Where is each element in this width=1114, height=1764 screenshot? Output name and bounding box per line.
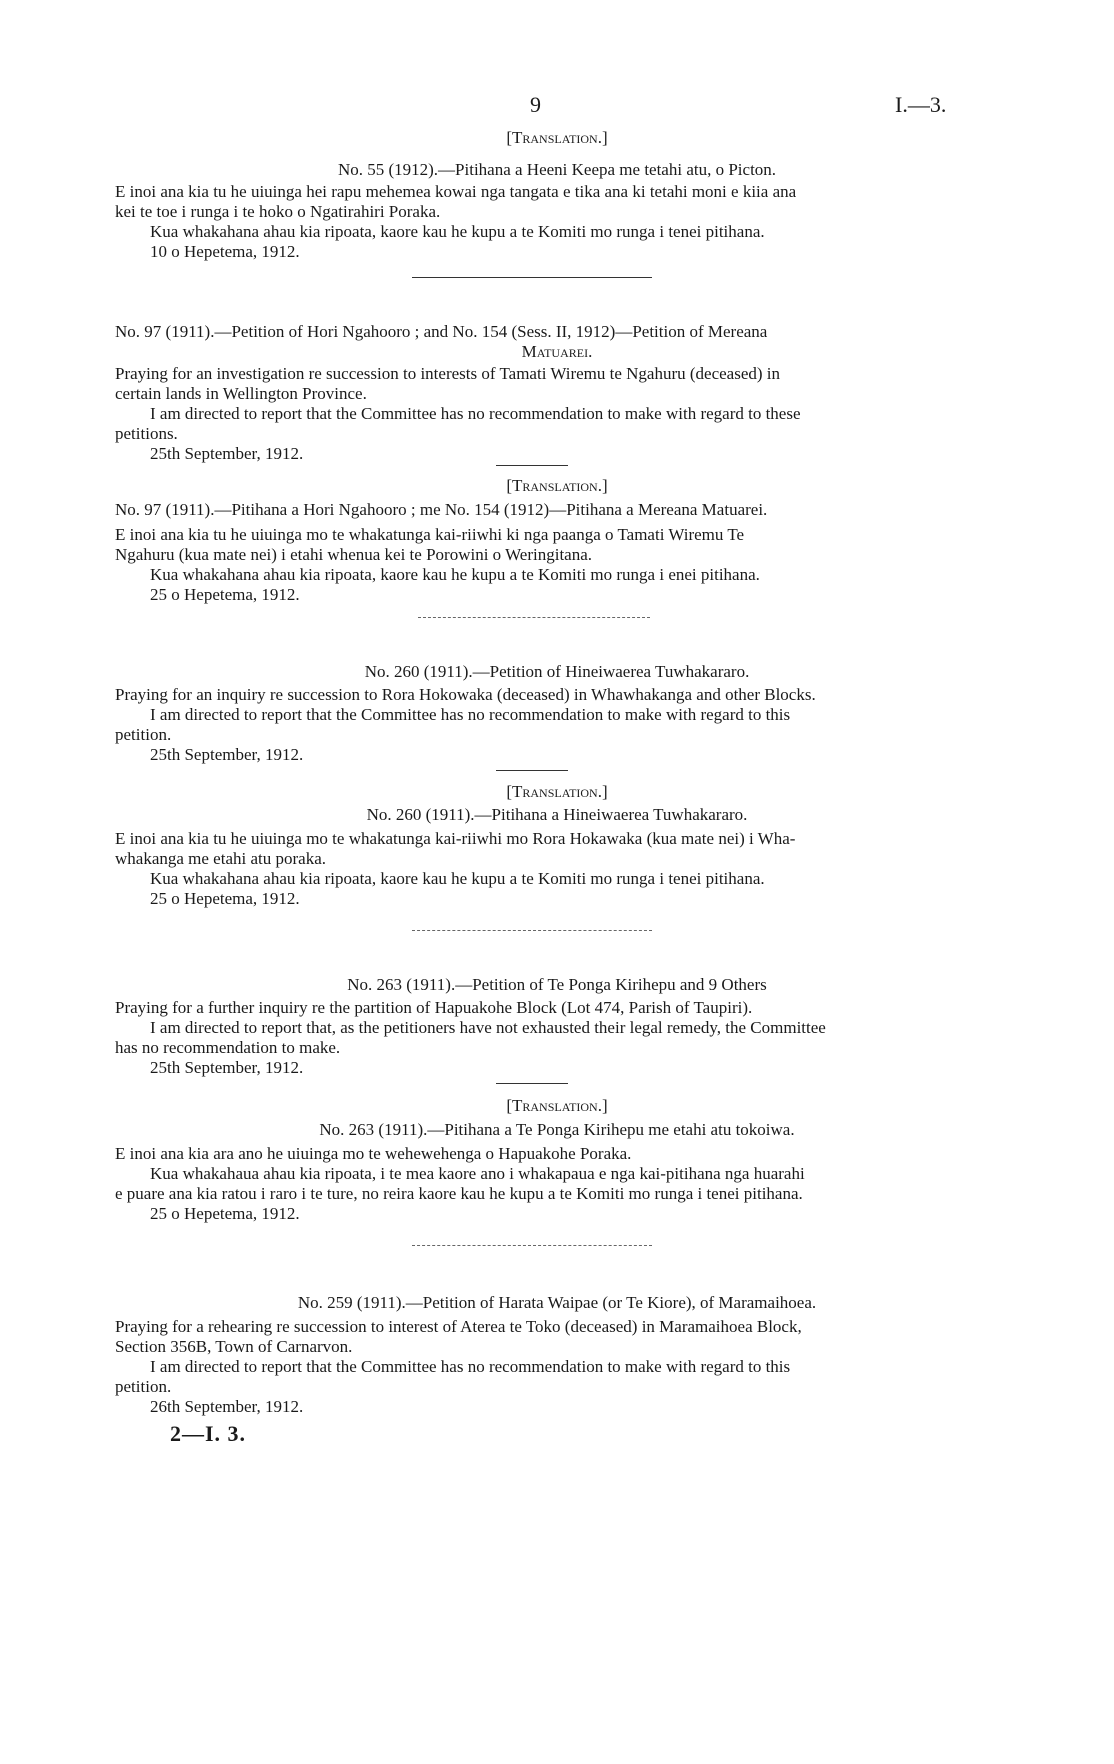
translation-heading: [Translation.] <box>506 476 608 495</box>
translation-heading: [Translation.] <box>506 128 608 147</box>
body-line: I am directed to report that the Committee has no recommendation to make with regard to this <box>150 1357 791 1376</box>
body-line: E inoi ana kia ara ano he uiuinga mo te wehewehenga o Hapuakohe Poraka. <box>115 1144 632 1163</box>
body-line: E inoi ana kia tu he uiuinga mo te whakatunga kai-riiwhi mo Rora Hokawaka (kua mate nei) i Wha- <box>115 829 796 848</box>
body-line: kei te toe i runga i te hoko o Ngatirahiri Poraka. <box>115 202 441 221</box>
petition-title-continued: Matuarei. <box>521 342 593 361</box>
body-line: I am directed to report that, as the petitioners have not exhausted their legal remedy, the Committee <box>150 1018 826 1037</box>
body-line: certain lands in Wellington Province. <box>115 384 367 403</box>
body-line: I am directed to report that the Committee has no recommendation to make with regard to these <box>150 404 801 423</box>
date-line: 25th September, 1912. <box>150 444 304 463</box>
short-divider <box>496 770 568 771</box>
date-line: 25 o Hepetema, 1912. <box>150 1204 300 1223</box>
translation-heading: [Translation.] <box>506 1096 608 1115</box>
date-line: 25th September, 1912. <box>150 1058 304 1077</box>
body-line: E inoi ana kia tu he uiuinga hei rapu mehemea kowai nga tangata e tika ana ki tetahi moni e kiia ana <box>115 182 797 201</box>
body-line: whakanga me etahi atu poraka. <box>115 849 326 868</box>
short-divider <box>496 1083 568 1084</box>
petition-title: No. 97 (1911).—Pitihana a Hori Ngahooro ; me No. 154 (1912)—Pitihana a Mereana Matuarei. <box>115 500 768 519</box>
date-line: 10 o Hepetema, 1912. <box>150 242 300 261</box>
body-line: has no recommendation to make. <box>115 1038 341 1057</box>
body-line: Praying for a further inquiry re the partition of Hapuakohe Block (Lot 474, Parish of Taupiri). <box>115 998 753 1017</box>
page-number: 9 <box>530 92 541 117</box>
petition-title: No. 97 (1911).—Petition of Hori Ngahooro ; and No. 154 (Sess. II, 1912)—Petition of Mereana <box>115 322 768 341</box>
body-line: Kua whakahaua ahau kia ripoata, i te mea kaore ano i whakapaua e nga kai-pitihana nga huarahi <box>150 1164 805 1183</box>
date-line: 25 o Hepetema, 1912. <box>150 889 300 908</box>
body-line: I am directed to report that the Committee has no recommendation to make with regard to this <box>150 705 791 724</box>
body-line: Praying for an investigation re succession to interests of Tamati Wiremu te Ngahuru (deceased) in <box>115 364 781 383</box>
section-divider <box>412 277 652 278</box>
petition-title: No. 55 (1912).—Pitihana a Heeni Keepa me tetahi atu, o Picton. <box>337 160 777 179</box>
body-line: Kua whakahana ahau kia ripoata, kaore kau he kupu a te Komiti mo runga i tenei pitihana. <box>150 222 765 241</box>
date-line: 26th September, 1912. <box>150 1397 304 1416</box>
body-line: Praying for an inquiry re succession to Rora Hokowaka (deceased) in Whawhakanga and other Blocks. <box>115 685 816 704</box>
petition-title: No. 260 (1911).—Petition of Hineiwaerea Tuwhakararo. <box>364 662 750 681</box>
petition-title: No. 260 (1911).—Pitihana a Hineiwaerea Tuwhakararo. <box>366 805 748 824</box>
petition-title: No. 259 (1911).—Petition of Harata Waipae (or Te Kiore), of Maramaihoea. <box>297 1293 817 1312</box>
paper-reference: I.—3. <box>895 92 947 117</box>
section-divider <box>418 617 650 618</box>
short-divider <box>496 465 568 466</box>
date-line: 25th September, 1912. <box>150 745 304 764</box>
translation-heading: [Translation.] <box>506 782 608 801</box>
petition-title: No. 263 (1911).—Petition of Te Ponga Kirihepu and 9 Others <box>347 975 767 994</box>
body-line: Kua whakahana ahau kia ripoata, kaore kau he kupu a te Komiti mo runga i enei pitihana. <box>150 565 760 584</box>
body-line: Praying for a rehearing re succession to interest of Aterea te Toko (deceased) in Maramaihoea Block, <box>115 1317 802 1336</box>
section-divider <box>412 1245 652 1246</box>
date-line: 25 o Hepetema, 1912. <box>150 585 300 604</box>
body-line: petition. <box>115 725 172 744</box>
body-line: petitions. <box>115 424 178 443</box>
section-divider <box>412 930 652 931</box>
body-line: e puare ana kia ratou i raro i te ture, no reira kaore kau he kupu a te Komiti mo runga i tenei pitihana. <box>115 1184 803 1203</box>
body-line: Kua whakahana ahau kia ripoata, kaore kau he kupu a te Komiti mo runga i tenei pitihana. <box>150 869 765 888</box>
petition-title: No. 263 (1911).—Pitihana a Te Ponga Kirihepu me etahi atu tokoiwa. <box>319 1120 795 1139</box>
body-line: petition. <box>115 1377 172 1396</box>
body-line: Ngahuru (kua mate nei) i etahi whenua kei te Porowini o Weringitana. <box>115 545 593 564</box>
body-line: E inoi ana kia tu he uiuinga mo te whakatunga kai-riiwhi ki nga paanga o Tamati Wiremu Te <box>115 525 745 544</box>
printer-signature: 2—I. 3. <box>170 1421 247 1446</box>
body-line: Section 356B, Town of Carnarvon. <box>115 1337 353 1356</box>
